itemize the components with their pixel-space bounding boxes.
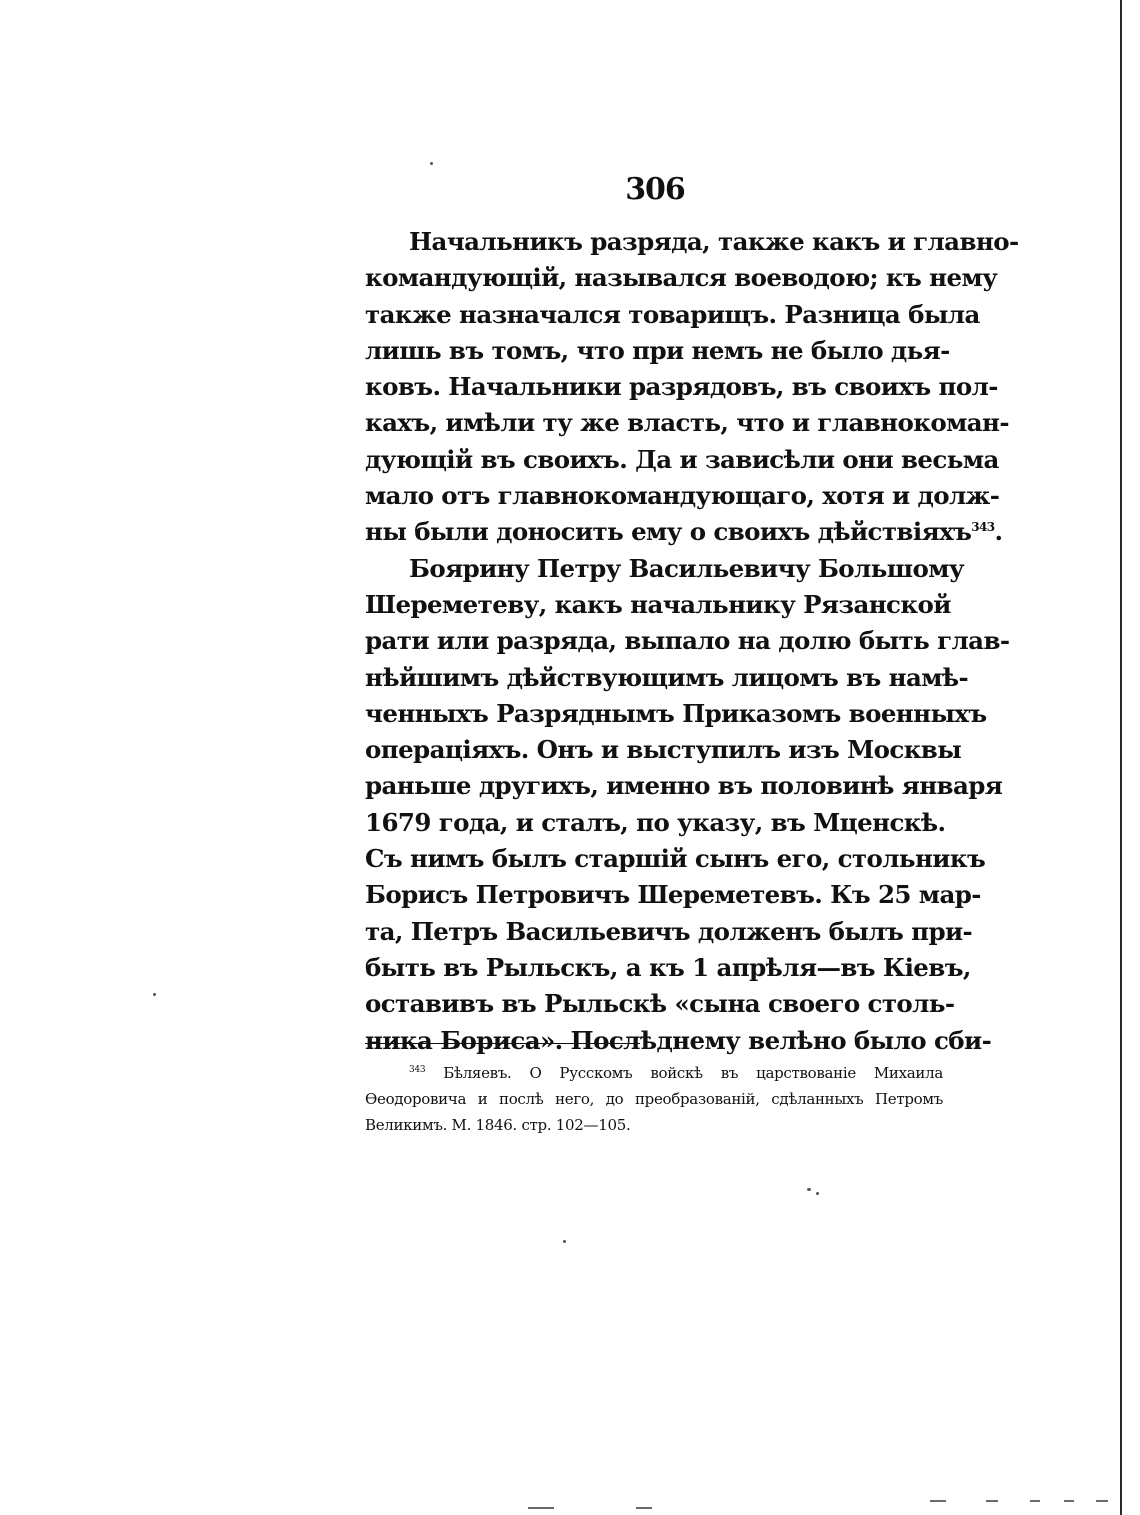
text-line-content: рати или разряда, выпало на долю быть глав-: [365, 626, 1010, 656]
text-line: [365, 369, 998, 405]
text-line-content: 1679 года, и сталъ, по указу, въ Мценскѣ.: [365, 807, 946, 837]
footnote-line: [365, 1086, 943, 1112]
scan-speck: [563, 1240, 566, 1243]
footnote: [365, 1060, 943, 1138]
text-line-content: Съ нимъ былъ старшій сынъ его, стольникъ: [365, 844, 986, 874]
text-line-content: нѣйшимъ дѣйствующимъ лицомъ въ намѣ-: [365, 662, 969, 692]
text-line: [365, 986, 955, 1022]
text-line-content: ченныхъ Разряднымъ Приказомъ военныхъ: [365, 698, 987, 728]
text-line-content: Борисъ Петровичъ Шереметевъ. Къ 25 мар-: [365, 880, 981, 910]
scan-artifact: [986, 1500, 998, 1502]
text-line: [365, 587, 951, 623]
footnote-marker: 343: [409, 1065, 426, 1075]
page-number: 306: [625, 172, 685, 207]
footnote-line-content: Бѣляевъ. О Русскомъ войскѣ въ царствованіе Михаила: [443, 1064, 943, 1082]
footnote-line-content: Өеодоровича и послѣ него, до преобразованій, сдѣланныхъ Петромъ: [365, 1090, 943, 1108]
text-line: [365, 333, 950, 369]
text-line: [365, 405, 1009, 441]
text-line-content: раньше другихъ, именно въ половинѣ января: [365, 771, 1003, 801]
text-line-content: лишь въ томъ, что при немъ не было дья-: [365, 335, 950, 365]
text-line: [365, 623, 1010, 659]
footnote-line: [365, 1112, 943, 1138]
text-line: [365, 805, 946, 841]
text-line: [365, 514, 1003, 550]
text-line-content: быть въ Рыльскъ, а къ 1 апрѣля—въ Кіевъ,: [365, 952, 971, 982]
text-line-content: мало отъ главнокомандующаго, хотя и долж-: [365, 481, 1000, 511]
text-line: [365, 696, 987, 732]
scan-artifact: [528, 1507, 554, 1509]
scan-artifact: [1030, 1500, 1040, 1502]
text-line-content: командующій, назывался воеводою; къ нему: [365, 263, 998, 293]
scan-speck: [430, 162, 433, 165]
scan-speck: [816, 1192, 819, 1195]
text-line: [365, 732, 962, 768]
scan-artifact: [636, 1507, 652, 1509]
text-line: [365, 950, 971, 986]
text-line-content: та, Петръ Васильевичъ долженъ былъ при-: [365, 916, 973, 946]
text-line-content: Шереметеву, какъ начальнику Рязанской: [365, 589, 951, 619]
scan-speck: [807, 1188, 811, 1191]
text-line-content: также назначался товарищъ. Разница была: [365, 299, 980, 329]
text-line: [365, 297, 980, 333]
text-line-tail: .: [994, 517, 1003, 547]
text-line: [365, 442, 999, 478]
scan-edge-line: [1120, 0, 1122, 1515]
text-line-content: ны были доносить ему о своихъ дѣйствіяхъ: [365, 517, 972, 547]
text-line-content: ковъ. Начальники разрядовъ, въ своихъ пол-: [365, 372, 998, 402]
text-line: [365, 768, 1003, 804]
footnote-line: [365, 1060, 943, 1086]
text-line-content: Начальникъ разряда, также какъ и главно-: [409, 227, 1019, 256]
footnote-rule: [365, 1043, 640, 1044]
text-line: [365, 224, 1019, 260]
text-line-content: кахъ, имѣли ту же власть, что и главнокоман-: [365, 408, 1009, 438]
text-line: [365, 660, 969, 696]
text-line-content: оставивъ въ Рыльскѣ «сына своего столь-: [365, 989, 955, 1019]
text-line-content: Боярину Петру Васильевичу Большому: [409, 553, 964, 583]
footnote-line-content: Великимъ. М. 1846. стр. 102—105.: [365, 1116, 631, 1134]
scan-speck: [153, 993, 156, 996]
body-text: [365, 224, 1019, 1059]
scan-artifact: [1064, 1500, 1074, 1502]
text-line: [365, 841, 986, 877]
text-line: [365, 914, 973, 950]
footnote-reference: 343: [971, 520, 995, 535]
text-line: [365, 260, 998, 296]
text-line-content: дующій въ своихъ. Да и зависѣли они весьма: [365, 444, 999, 474]
scan-artifact: [930, 1500, 946, 1502]
text-line: [365, 1023, 992, 1059]
text-line: [365, 877, 981, 913]
text-line-content: операціяхъ. Онъ и выступилъ изъ Москвы: [365, 735, 962, 765]
text-line: [365, 551, 964, 587]
text-line-content: ника Бориса». Послѣднему велѣно было сби-: [365, 1025, 992, 1055]
scan-artifact: [1096, 1500, 1108, 1502]
text-line: [365, 478, 1000, 514]
